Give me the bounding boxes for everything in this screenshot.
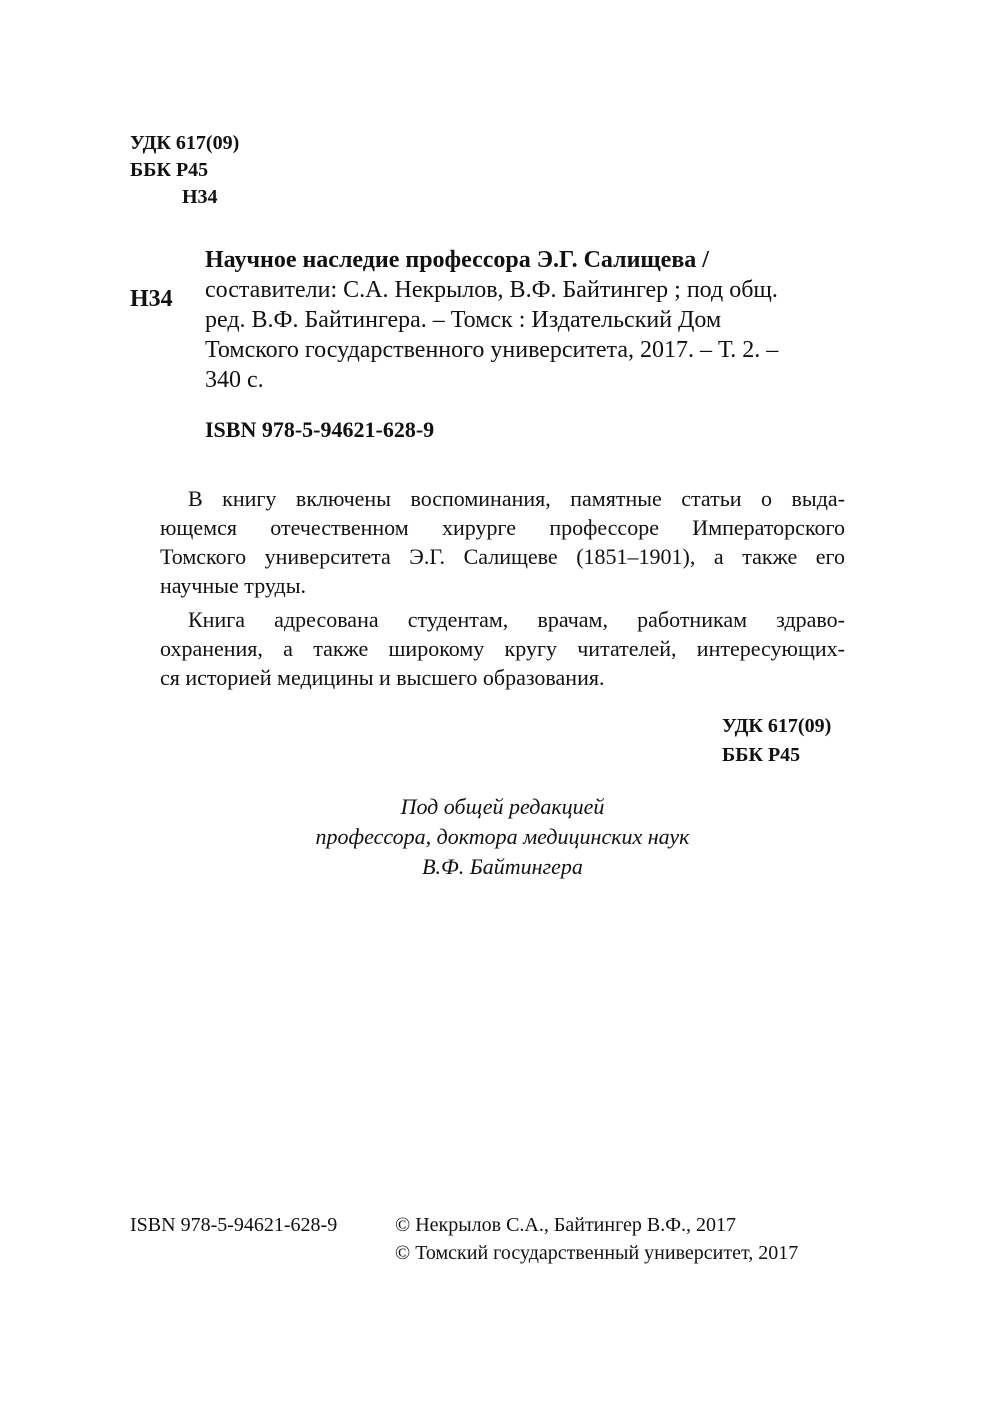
annotation-line: научные труды. [160,573,306,598]
bibliography-line: 340 с. [205,367,264,393]
classification-block-top [130,130,239,211]
annotation-paragraph [160,484,845,600]
copyright-line: © Томский государственный университет, 2017 [395,1242,799,1264]
udk-code: УДК 617(09) [722,715,832,737]
bibliography-line: Томского государственного университета, 2017. – Т. 2. – [205,337,779,363]
bbk-code: ББК Р45 [130,159,209,181]
annotation-paragraph [160,605,845,692]
author-mark-code: Н34 [182,186,218,208]
annotation-line: охранения, а также широкому кругу читателей, интересующих- [160,636,845,661]
udk-code: УДК 617(09) [130,132,240,154]
bibliography-line: составители: С.А. Некрылов, В.Ф. Байтингер ; под общ. [205,277,778,303]
annotation-line: Томского университета Э.Г. Салищеве (1851–1901), а также его [160,544,845,569]
editor-note-line: профессора, доктора медицинских наук [315,824,690,849]
copyright-line: © Некрылов С.А., Байтингер В.Ф., 2017 [395,1214,737,1236]
editor-note-line: Под общей редакцией [400,794,605,819]
annotation-line: Книга адресована студентам, врачам, работникам здраво- [188,607,845,632]
bibliography-author-mark: Н34 [130,286,173,312]
bibliographic-entry [205,245,865,395]
bbk-code: ББК Р45 [722,744,801,766]
annotation-line: ющемся отечественном хирурге профессоре Императорского [160,515,845,540]
editor-note [250,792,755,882]
annotation-line: ся историей медицины и высшего образования. [160,665,605,690]
book-title-line: Научное наследие профессора Э.Г. Салищева / [205,247,709,273]
isbn-main: ISBN 978-5-94621-628-9 [205,417,435,442]
bibliography-line: ред. В.Ф. Байтингера. – Томск : Издательский Дом [205,307,722,333]
copyright-block [395,1211,798,1267]
editor-name: В.Ф. Байтингера [422,854,583,879]
annotation-line: В книгу включены воспоминания, памятные статьи о выда- [188,486,845,511]
classification-block-right [722,712,831,770]
isbn-bottom: ISBN 978-5-94621-628-9 [130,1214,338,1236]
annotation [160,484,845,697]
